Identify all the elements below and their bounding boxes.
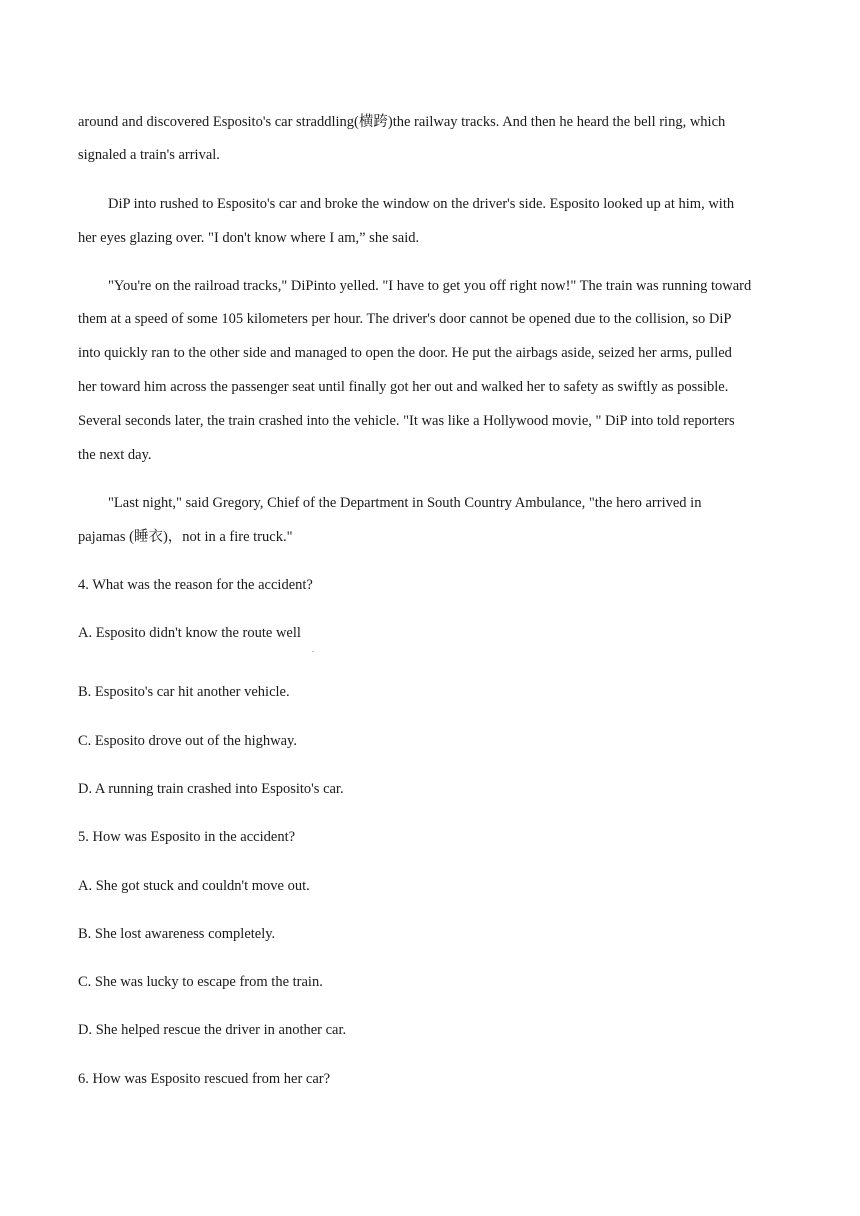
passage-p3-line3: into quickly ran to the other side and managed to open the door. He put the airbags aside, seized her arms, pulled: [78, 345, 732, 361]
question-5-option-a: A. She got stuck and couldn't move out.: [78, 878, 310, 894]
question-6-prompt: 6. How was Esposito rescued from her car?: [78, 1071, 331, 1087]
passage-p1-line1: around and discovered Esposito's car straddling(横跨)the railway tracks. And then he heard the bell ring, which: [78, 114, 726, 130]
passage-p1-line2: signaled a train's arrival.: [78, 147, 220, 163]
passage-p2-line1: DiP into rushed to Esposito's car and broke the window on the driver's side. Esposito looked up at him, with: [108, 196, 735, 212]
question-4-option-c: C. Esposito drove out of the highway.: [78, 733, 297, 749]
question-4-option-b: B. Esposito's car hit another vehicle.: [78, 684, 290, 700]
passage-p4-line2: pajamas (睡衣)，not in a fire truck.": [78, 529, 293, 545]
passage-p3-line2: them at a speed of some 105 kilometers per hour. The driver's door cannot be opened due to the collision, so DiP: [78, 311, 732, 327]
passage-p3-line6: the next day.: [78, 447, 152, 463]
question-5-option-d: D. She helped rescue the driver in another car.: [78, 1022, 347, 1038]
question-4-option-d: D. A running train crashed into Esposito's car.: [78, 781, 344, 797]
passage-p4-line1: "Last night," said Gregory, Chief of the Department in South Country Ambulance, "the hero arrived in: [108, 495, 702, 511]
passage-p3-line1: "You're on the railroad tracks," DiPinto yelled. "I have to get you off right now!" The train was running toward: [108, 278, 752, 294]
question-4-option-a: A. Esposito didn't know the route well: [78, 625, 301, 641]
passage-p3-line5: Several seconds later, the train crashed into the vehicle. "It was like a Hollywood movie, " DiP into told reporters: [78, 413, 735, 429]
question-5-option-c: C. She was lucky to escape from the train.: [78, 974, 323, 990]
question-5-prompt: 5. How was Esposito in the accident?: [78, 829, 296, 845]
stray-dot-mark: .: [312, 645, 314, 654]
question-4-prompt: 4. What was the reason for the accident?: [78, 577, 313, 593]
question-5-option-b: B. She lost awareness completely.: [78, 926, 276, 942]
passage-p2-line2: her eyes glazing over. "I don't know where I am,” she said.: [78, 230, 420, 246]
passage-p3-line4: her toward him across the passenger seat until finally got her out and walked her to safety as swiftly as possible.: [78, 379, 729, 395]
